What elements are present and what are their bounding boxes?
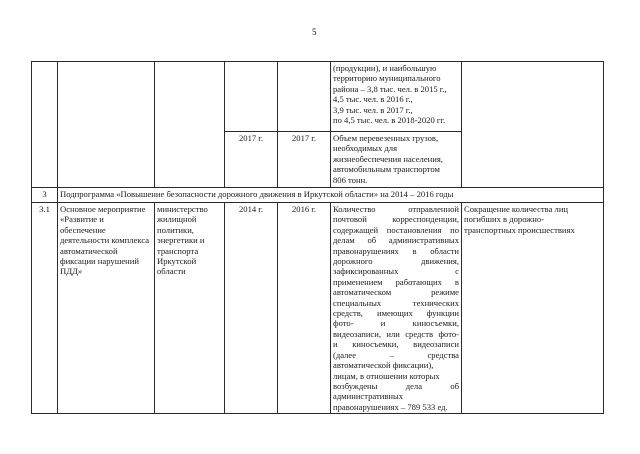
- indicator-line: 3,9 тыс. чел. в 2017 г.,: [333, 104, 413, 115]
- cell-start-empty: [225, 62, 278, 132]
- table-row-continuation: [32, 62, 604, 132]
- indicator-line: автоматическом режиме: [333, 287, 459, 298]
- indicator-line: средств, имеющих функции: [333, 308, 459, 319]
- indicator-line: Объем перевезенных грузов,: [333, 133, 439, 143]
- activity-line: ПДД»: [60, 266, 83, 277]
- indicator-line: делам об административных: [333, 235, 459, 246]
- cell-start-year: 2014 г.: [225, 203, 278, 414]
- executor-line: жилищной: [157, 214, 197, 225]
- indicator-line: необходимых для: [333, 143, 398, 154]
- indicator-line: по 4,5 тыс. чел. в 2018-2020 гг.: [333, 115, 446, 126]
- indicator-line: территорию муниципального: [333, 73, 441, 84]
- result-line: транспортных происшествиях: [464, 224, 575, 235]
- indicator-line: применением работающих в: [333, 276, 459, 287]
- indicator-line: и киносъемки, видеозаписи: [333, 339, 459, 350]
- indicator-line: лицам, в отношении которых: [333, 370, 440, 381]
- indicator-line: содержащей постановления по: [333, 224, 459, 235]
- indicator-line: 806 тонн.: [333, 174, 368, 185]
- program-table: [31, 61, 604, 414]
- cell-indicator-cargo: [331, 132, 462, 188]
- cell-executor-empty: [155, 62, 225, 188]
- executor-line: транспорта: [157, 245, 199, 256]
- executor-line: области: [157, 266, 186, 277]
- cell-subprogram-title: Подпрограмма «Повышение безопасности дорожного движения в Иркутской области» на 2014 – 2016 годы: [58, 188, 604, 203]
- indicator-line: правонарушениях – 789 533 ед.: [333, 401, 448, 412]
- indicator-line: (продукции), и наибольшую: [333, 63, 437, 73]
- indicator-line: (далее – средства: [333, 349, 459, 360]
- cell-indicator-continuation: [331, 62, 462, 132]
- indicator-line: района – 3,8 тыс. чел. в 2015 г.,: [333, 83, 447, 94]
- indicator-line: Количество отправленной: [333, 204, 459, 214]
- cell-end-empty: [278, 62, 331, 132]
- cell-result: [462, 203, 604, 414]
- executor-line: министерство: [157, 204, 208, 214]
- cell-indicator: [331, 203, 462, 414]
- result-line: Сокращение количества лиц: [464, 204, 569, 214]
- table-row-subprogram: [32, 188, 604, 203]
- indicator-line: правонарушениях в области: [333, 245, 459, 256]
- page-number: 5: [312, 27, 317, 37]
- cell-number-empty: [32, 62, 58, 188]
- indicator-line: дорожного движения,: [333, 256, 459, 267]
- cell-subprogram-number: 3: [32, 188, 58, 203]
- indicator-line: видеозаписи, или средств фото-: [333, 328, 459, 339]
- indicator-line: специальных технических: [333, 297, 459, 308]
- indicator-line: административных: [333, 391, 404, 402]
- executor-line: Иркутской: [157, 256, 197, 267]
- indicator-line: 4,5 тыс. чел. в 2016 г.,: [333, 94, 413, 105]
- table-row-3-1: [32, 203, 604, 414]
- cell-end-year: 2017 г.: [278, 132, 331, 188]
- indicator-line: почтовой корреспонденции,: [333, 214, 459, 225]
- cell-activity-empty: [58, 62, 155, 188]
- activity-line: Основное мероприятие: [60, 204, 146, 214]
- activity-line: фиксации нарушений: [60, 256, 139, 267]
- cell-row-number: 3.1: [32, 203, 58, 414]
- indicator-line: автоматической фиксации),: [333, 360, 434, 371]
- activity-line: «Развитие и: [60, 214, 104, 225]
- executor-line: политики,: [157, 224, 194, 235]
- cell-activity: [58, 203, 155, 414]
- indicator-line: фото- и киносъемки,: [333, 318, 459, 329]
- activity-line: деятельности комплекса: [60, 235, 150, 246]
- cell-executor: [155, 203, 225, 414]
- result-line: погибших в дорожно-: [464, 214, 545, 225]
- cell-end-year: 2016 г.: [278, 203, 331, 414]
- indicator-line: зафиксированных с: [333, 266, 459, 277]
- indicator-line: возбуждены дела об: [333, 380, 459, 391]
- cell-result-empty: [462, 62, 604, 188]
- indicator-line: жизнеобеспечения населения,: [333, 153, 443, 164]
- cell-start-year: 2017 г.: [225, 132, 278, 188]
- activity-line: автоматической: [60, 245, 118, 256]
- executor-line: энергетики и: [157, 235, 205, 246]
- indicator-line: автомобильным транспортом: [333, 164, 440, 175]
- activity-line: обеспечение: [60, 224, 106, 235]
